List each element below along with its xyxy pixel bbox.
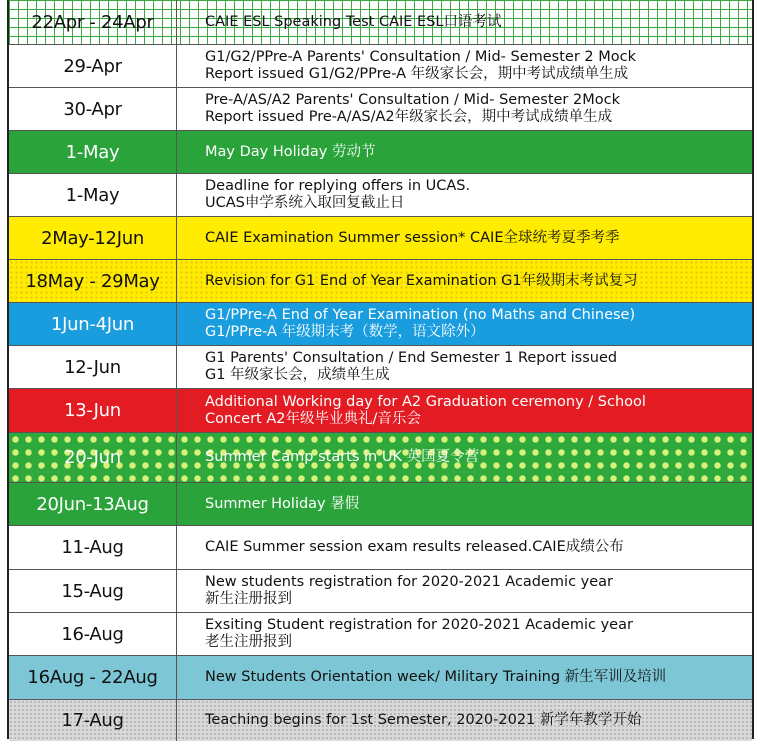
event-line: G1 年级家长会，成绩单生成 xyxy=(205,367,390,383)
date-cell: 1Jun-4Jun xyxy=(9,303,177,345)
event-cell xyxy=(177,570,752,612)
date-cell: 20-Jun xyxy=(9,433,177,482)
date-cell: 2May-12Jun xyxy=(9,217,177,259)
event-cell xyxy=(177,0,752,44)
event-cell xyxy=(177,483,752,525)
event-cell xyxy=(177,656,752,699)
date-cell: 11-Aug xyxy=(9,526,177,569)
table-row xyxy=(9,303,752,346)
event-cell xyxy=(177,303,752,345)
table-row xyxy=(9,700,752,741)
event-line: G1/PPre-A End of Year Examination (no Maths and Chinese) xyxy=(205,307,636,323)
table-row xyxy=(9,174,752,217)
event-line: Report issued Pre-A/AS/A2年级家长会，期中考试成绩单生成 xyxy=(205,109,613,125)
event-line: 老生注册报到 xyxy=(205,634,292,650)
event-cell xyxy=(177,389,752,432)
event-line: Report issued G1/G2/PPre-A 年级家长会，期中考试成绩单生成 xyxy=(205,66,629,82)
event-cell xyxy=(177,45,752,87)
date-cell: 1-May xyxy=(9,131,177,173)
event-line: Exsiting Student registration for 2020-2021 Academic year xyxy=(205,617,633,633)
event-line: Additional Working day for A2 Graduation ceremony / School xyxy=(205,393,646,410)
table-row xyxy=(9,526,752,570)
event-cell xyxy=(177,260,752,302)
event-cell xyxy=(177,88,752,130)
event-line: May Day Holiday 劳动节 xyxy=(205,143,376,160)
event-line: Concert A2年级毕业典礼/音乐会 xyxy=(205,410,421,427)
table-row xyxy=(9,131,752,174)
table-row xyxy=(9,260,752,303)
table-row xyxy=(9,656,752,700)
date-cell: 16-Aug xyxy=(9,613,177,655)
event-cell xyxy=(177,131,752,173)
date-cell: 18May - 29May xyxy=(9,260,177,302)
date-cell: 1-May xyxy=(9,174,177,216)
date-cell: 16Aug - 22Aug xyxy=(9,656,177,699)
table-row xyxy=(9,389,752,433)
date-cell: 12-Jun xyxy=(9,346,177,388)
event-line: Pre-A/AS/A2 Parents' Consultation / Mid- Semester 2Mock xyxy=(205,92,620,108)
table-row xyxy=(9,88,752,131)
date-cell: 22Apr - 24Apr xyxy=(9,0,177,44)
event-line: Teaching begins for 1st Semester, 2020-2021 新学年教学开始 xyxy=(205,712,642,728)
event-line: CAIE Examination Summer session* CAIE全球统考夏季考季 xyxy=(205,229,620,246)
event-line: UCAS申学系统入取回复截止日 xyxy=(205,195,405,211)
event-cell xyxy=(177,700,752,741)
event-cell xyxy=(177,174,752,216)
event-cell xyxy=(177,433,752,482)
event-line: 新生注册报到 xyxy=(205,591,292,607)
table-row xyxy=(9,433,752,483)
event-line: G1 Parents' Consultation / End Semester 1 Report issued xyxy=(205,350,618,366)
table-row xyxy=(9,0,752,45)
table-row xyxy=(9,346,752,389)
table-row xyxy=(9,217,752,260)
event-line: Deadline for replying offers in UCAS. xyxy=(205,178,471,194)
table-row xyxy=(9,613,752,656)
event-cell xyxy=(177,526,752,569)
event-cell xyxy=(177,217,752,259)
table-row xyxy=(9,45,752,88)
event-line: G1/PPre-A 年级期末考（数学，语文除外） xyxy=(205,324,485,340)
event-line: New Students Orientation week/ Military Training 新生军训及培训 xyxy=(205,669,667,685)
academic-calendar-table xyxy=(7,0,754,739)
date-cell: 30-Apr xyxy=(9,88,177,130)
event-cell xyxy=(177,613,752,655)
event-line: Revision for G1 End of Year Examination G1年级期末考试复习 xyxy=(205,272,638,289)
date-cell: 20Jun-13Aug xyxy=(9,483,177,525)
event-cell xyxy=(177,346,752,388)
event-line: CAIE Summer session exam results released.CAIE成绩公布 xyxy=(205,539,624,555)
date-cell: 17-Aug xyxy=(9,700,177,741)
event-line: New students registration for 2020-2021 Academic year xyxy=(205,574,614,590)
date-cell: 13-Jun xyxy=(9,389,177,432)
table-row xyxy=(9,483,752,526)
event-line: Summer Camp starts in UK 英国夏令营 xyxy=(205,449,480,465)
event-line: Summer Holiday 暑假 xyxy=(205,495,360,512)
event-line: CAIE ESL Speaking Test CAIE ESL口语考试 xyxy=(205,13,502,30)
event-line: G1/G2/PPre-A Parents' Consultation / Mid- Semester 2 Mock xyxy=(205,49,636,65)
date-cell: 29-Apr xyxy=(9,45,177,87)
date-cell: 15-Aug xyxy=(9,570,177,612)
table-row xyxy=(9,570,752,613)
